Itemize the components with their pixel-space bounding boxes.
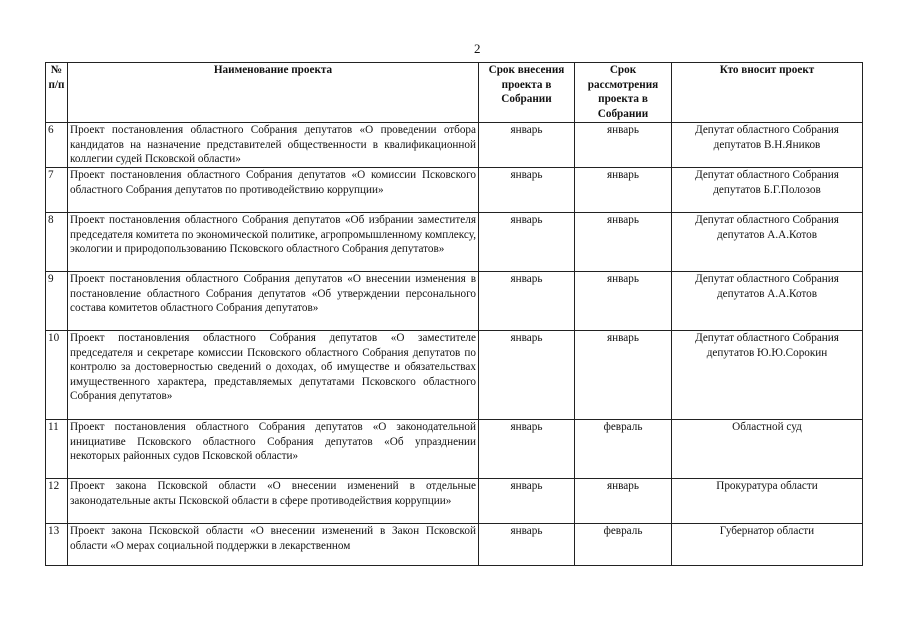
header-project-name: Наименование проекта (68, 63, 479, 123)
submit-term: январь (479, 213, 575, 272)
table-header-row (46, 63, 863, 123)
page-number: 2 (474, 41, 481, 56)
submitter: Депутат областного Собрания депутатов Ю.Ю.Сорокин (672, 331, 863, 420)
table-row (46, 272, 863, 331)
row-number: 8 (46, 213, 68, 272)
table-row (46, 331, 863, 420)
table-row (46, 479, 863, 524)
submit-term: январь (479, 524, 575, 566)
row-number: 9 (46, 272, 68, 331)
review-term: январь (575, 272, 672, 331)
project-name: Проект постановления областного Собрания депутатов «О комиссии Псковского областного Собрания депутатов по противодействию коррупции» (68, 168, 479, 213)
review-term: январь (575, 479, 672, 524)
table-row (46, 168, 863, 213)
review-term: февраль (575, 420, 672, 479)
submitter: Губернатор области (672, 524, 863, 566)
header-submitter: Кто вносит проект (672, 63, 863, 123)
row-number: 13 (46, 524, 68, 566)
row-number: 7 (46, 168, 68, 213)
review-term: февраль (575, 524, 672, 566)
project-name: Проект постановления областного Собрания депутатов «Об избрании заместителя председателя комитета по экономической политике, агропромышленному комплексу, экологии и природопользованию Псковского областного Собрания депутатов» (68, 213, 479, 272)
submitter: Депутат областного Собрания депутатов Б.Г.Полозов (672, 168, 863, 213)
header-submit-term: Срок внесения проекта в Собрании (479, 63, 575, 123)
submitter: Прокуратура области (672, 479, 863, 524)
table-row (46, 420, 863, 479)
project-name: Проект закона Псковской области «О внесении изменений в отдельные законодательные акты Псковской области в сфере противодействия коррупции» (68, 479, 479, 524)
table-row (46, 123, 863, 168)
submit-term: январь (479, 272, 575, 331)
review-term: январь (575, 123, 672, 168)
submitter: Областной суд (672, 420, 863, 479)
project-name: Проект постановления областного Собрания депутатов «О внесении изменения в постановление областного Собрания депутатов «Об утверждении персонального состава комитетов областного Собрания депутатов» (68, 272, 479, 331)
row-number: 11 (46, 420, 68, 479)
row-number: 6 (46, 123, 68, 168)
submit-term: январь (479, 331, 575, 420)
review-term: январь (575, 331, 672, 420)
submitter: Депутат областного Собрания депутатов А.А.Котов (672, 213, 863, 272)
submitter: Депутат областного Собрания депутатов В.Н.Яников (672, 123, 863, 168)
submit-term: январь (479, 123, 575, 168)
submit-term: январь (479, 420, 575, 479)
review-term: январь (575, 213, 672, 272)
row-number: 12 (46, 479, 68, 524)
row-number: 10 (46, 331, 68, 420)
submit-term: январь (479, 479, 575, 524)
submitter: Депутат областного Собрания депутатов А.А.Котов (672, 272, 863, 331)
project-name: Проект постановления областного Собрания депутатов «О законодательной инициативе Псковского областного Собрания депутатов «Об упразднении некоторых районных судов Псковской области» (68, 420, 479, 479)
review-term: январь (575, 168, 672, 213)
project-name: Проект закона Псковской области «О внесении изменений в Закон Псковской области «О мерах социальной поддержки в лекарственном (68, 524, 479, 566)
project-name: Проект постановления областного Собрания депутатов «О проведении отбора кандидатов на назначение представителей общественности в квалификационной коллегии судей Псковской области» (68, 123, 479, 168)
submit-term: январь (479, 168, 575, 213)
header-review-term: Срок рассмотрения проекта в Собрании (575, 63, 672, 123)
header-number: № п/п (46, 63, 68, 123)
project-name: Проект постановления областного Собрания депутатов «О заместителе председателя и секретаре комиссии Псковского областного Собрания депутатов по контролю за достоверностью сведений о доходах, об имуществе и обязательствах имущественного характера, представляемых депутатами Псковского областного Собрания депутатов» (68, 331, 479, 420)
legislative-plan-table (45, 62, 863, 566)
table-row (46, 524, 863, 566)
table-row (46, 213, 863, 272)
